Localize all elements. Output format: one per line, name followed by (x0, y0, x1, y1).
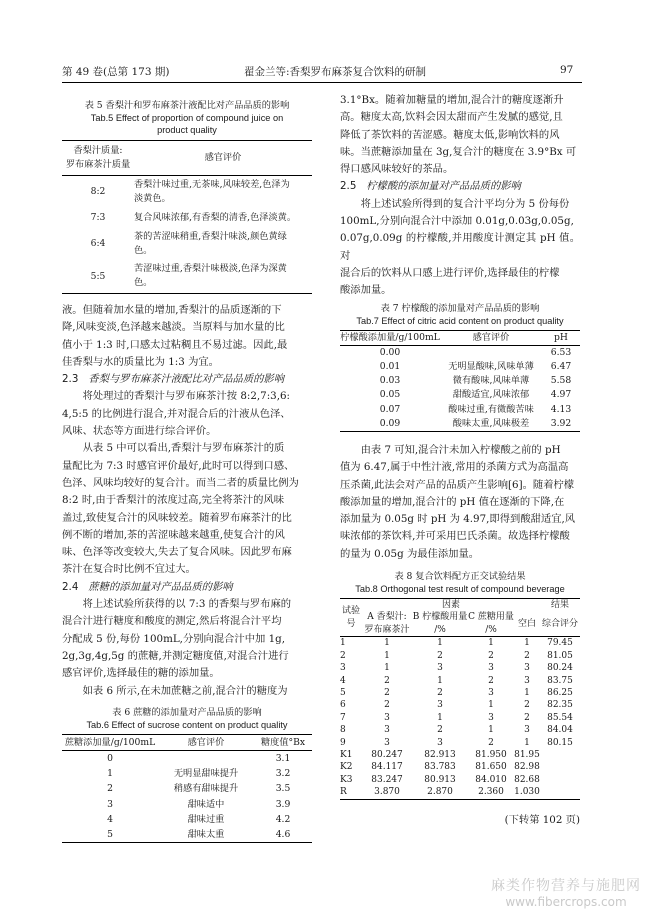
table8-a-header-line2: 罗布麻茶汁 (364, 624, 410, 635)
table8-c-header-line1: C 蔗糖用量 (468, 612, 514, 623)
table7-cell: 0.01 (379, 360, 401, 372)
table7-cell: 酸味过重,有微酸苦味 (448, 403, 534, 415)
table5-eval-line: 茶的苦涩味稍重,香梨汁味淡,颜色黄绿 (134, 231, 287, 242)
text-line: 分配成 5 份,每份 100mL,分别向混合汁中加 1g, (62, 632, 286, 645)
table7-cell: 无明显酸味,风味单薄 (448, 360, 534, 372)
table8-cell: 86.25 (547, 687, 573, 698)
table8-cell: 80.913 (424, 774, 456, 785)
table6-cell: 3.9 (275, 798, 291, 810)
table-row (340, 388, 580, 402)
table-row (340, 699, 580, 711)
text-line: 量配比为 7:3 时感官评价最好,此时可以得到口感、 (62, 459, 295, 472)
table8-cell (540, 774, 580, 786)
table8-cell: 84.117 (371, 762, 403, 773)
table8-cell: 2 (524, 700, 530, 711)
table8-cell: 82.68 (514, 774, 540, 785)
text-line: 感官评价,选择最佳的糖的添加量。 (62, 667, 220, 680)
text-line: 由表 7 可知,混合汁未加入柠檬酸之前的 pH (360, 443, 561, 456)
table-row (340, 403, 580, 417)
table8-c-header-line2: /% (485, 624, 497, 635)
table-row (62, 781, 312, 796)
section-title: 香梨与罗布麻茶汁液配比对产品品质的影响 (88, 373, 285, 386)
table8-col-a-header (362, 611, 412, 636)
table8-col-b-header (412, 611, 468, 636)
table6-cell: 3 (107, 798, 113, 810)
table7-cell: 3.92 (550, 417, 572, 429)
table6-col-sucrose-header: 蔗糖添加量/g/100mL (64, 736, 156, 748)
text-line: 味、色泽等改变较大,失去了复合风味。因此罗布麻 (62, 546, 292, 559)
table7-cell: 甜酸适宜,风味浓郁 (452, 389, 530, 401)
table6-cell: 3.5 (275, 783, 291, 795)
table8-cell (540, 761, 580, 773)
left-column (62, 100, 312, 843)
table8-cell: 1 (524, 687, 530, 698)
table8-cell: 2 (488, 650, 494, 661)
table5-eval-cell (134, 208, 312, 228)
table8-cell: 1 (488, 725, 494, 736)
table-row (340, 637, 580, 650)
table8-cell: 81.95 (514, 749, 540, 760)
table8-grid (340, 598, 580, 800)
table8-trial-header-line1: 试验 (341, 606, 360, 617)
text-line: 4,5:5 的比例进行混合,并对混合后的汁液从色泽、 (62, 407, 291, 420)
table6-col-brix-header: 糖度值°Bx (260, 736, 306, 748)
text-line: 降低了茶饮料的苦涩感。糖度太低,影响饮料的风 (340, 128, 560, 141)
table-row (62, 751, 312, 767)
table8-cell: 82.35 (547, 700, 573, 711)
table8-header-row-1 (340, 599, 580, 612)
table6-cell: 5 (107, 829, 113, 841)
text-line: 压杀菌,此法会对产品的品质产生影响[6]。随着柠檬 (340, 478, 575, 491)
table8-cell: 1 (524, 737, 530, 748)
table6-cell: 3.2 (275, 768, 291, 780)
table8-cell: 1 (437, 675, 443, 686)
table8-cell: 81.05 (547, 650, 573, 661)
table5-col-ratio-header (62, 141, 134, 176)
table8-trial-cell: 6 (340, 700, 346, 711)
table8-cell: 84.010 (475, 774, 507, 785)
table5-eval-line: 复合风味浓郁,有香梨的清香,色泽淡黄。 (134, 212, 297, 223)
table8-trial-cell: K2 (340, 762, 353, 773)
table8-cell: 1 (437, 712, 443, 723)
table8-cell: 83.783 (424, 762, 456, 773)
table8-cell (540, 749, 580, 761)
table6-cell: 0 (107, 753, 113, 765)
table8-trial-cell: 5 (340, 687, 346, 698)
table6-cell: 甜味适中 (187, 798, 225, 810)
text-line: 风味、状态等方面进行综合评价。 (62, 425, 217, 438)
table8-cell: 1 (524, 638, 530, 649)
table8-cell: 80.247 (371, 749, 403, 760)
table6-grid (62, 734, 312, 843)
table8-trial-cell: 7 (340, 712, 346, 723)
table6-cell: 稍感有甜味提升 (173, 783, 239, 795)
paragraph-table7-discussion (340, 442, 580, 563)
table8-cell: 3 (437, 663, 443, 674)
table8-cell: 2.360 (478, 787, 504, 798)
table-row (340, 749, 580, 761)
section-title: 柠檬酸的添加量对产品品质的影响 (366, 180, 521, 193)
text-line: 酸添加量。 (340, 284, 392, 297)
table8-cell: 2 (437, 687, 443, 698)
table7-cell: 酸味太重,风味极差 (452, 417, 530, 429)
text-line: 色泽、风味均较好的复合汁。而当二者的质量比例为 (62, 476, 299, 489)
table8-cell: 2 (437, 650, 443, 661)
table-row (340, 662, 580, 674)
table8-cell: 3 (437, 737, 443, 748)
table8-cell: 81.950 (475, 749, 507, 760)
table5-header-row (62, 141, 312, 176)
table8-b-header-line2: /% (434, 624, 446, 635)
table8-result-header: 结果 (550, 600, 569, 611)
table7-cell: 4.13 (550, 403, 572, 415)
table8-cell: 2 (524, 650, 530, 661)
text-line: 100mL,分别向混合汁中添加 0.01g,0.03g,0.05g, (340, 215, 574, 228)
table8-col-c-header (468, 611, 514, 636)
text-line: 添加量为 0.05g 时 pH 为 4.97,即得到酸甜适宜,风 (340, 513, 576, 526)
table7-col-citric-header: 柠檬酸添加量/g/100mL (340, 331, 440, 343)
table7-cell: 0.09 (379, 417, 401, 429)
table5-eval-cell (134, 260, 312, 294)
table8-cell: 1 (488, 638, 494, 649)
text-line: 高。糖度太高,饮料会因太甜而产生发腻的感觉,且 (340, 111, 563, 124)
table5-ratio-cell: 5:5 (90, 270, 106, 282)
site-watermark (491, 875, 641, 909)
table5-caption-en-2: product quality (157, 125, 217, 135)
table7-col-ph-header: pH (554, 331, 568, 343)
table7-caption-cn: 表 7 柠檬酸的添加量对产品品质的影响 (380, 302, 540, 314)
table-row (62, 812, 312, 827)
table8-cell: 81.650 (475, 762, 507, 773)
section-heading-2-4 (62, 579, 312, 596)
table7-cell: 0.00 (379, 346, 401, 358)
table8-factors-header: 因素 (441, 600, 460, 611)
table8-cell: 3 (384, 725, 390, 736)
table8-cell: 3 (524, 725, 530, 736)
section-number: 2.3 (62, 373, 79, 386)
table8-cell (540, 786, 580, 799)
text-line: 将处理过的香梨汁与罗布麻茶汁按 8:2,7:3,6: (82, 390, 291, 403)
table-row (340, 675, 580, 687)
table8-cell: 3 (524, 663, 530, 674)
section-heading-2-5 (340, 178, 580, 195)
paragraph-water-ratio (62, 302, 312, 371)
table8-cell: 2 (488, 737, 494, 748)
table-row (62, 176, 312, 209)
text-line: 值为 6.47,属于中性汁液,常用的杀菌方式为高温高 (340, 461, 569, 474)
table8-cell: 82.913 (424, 749, 456, 760)
table8-cell: 3.870 (374, 787, 400, 798)
table8-trial-cell: R (340, 787, 347, 798)
table5-grid (62, 140, 312, 294)
table6-header-row (62, 734, 312, 750)
table8-cell: 2 (384, 675, 390, 686)
table8-col-blank-header: 空白 (517, 618, 536, 629)
table8-caption-cn: 表 8 复合饮料配方正交试验结果 (394, 571, 526, 583)
table8-col-trial-header (340, 599, 362, 637)
section-number: 2.4 (62, 580, 79, 593)
table5-eval-cell (134, 176, 312, 209)
text-line: 将上述试验所得到的复合汁平均分为 5 份每份 (360, 197, 570, 210)
table8-cell: 2 (524, 712, 530, 723)
table8-cell: 3 (488, 687, 494, 698)
table7 (340, 303, 580, 432)
text-line: 值小于 1:3 时,口感太过粘稠且不易过滤。因此,最 (62, 338, 288, 351)
table8-caption-en: Tab.8 Orthogonal test result of compound beverage (355, 584, 565, 595)
table5-eval-line: 香梨汁味过重,无茶味,风味较差,色泽为 (134, 179, 290, 190)
watermark-line1: 麻类作物营养与施肥网 (491, 878, 641, 894)
table8-cell: 82.98 (514, 762, 540, 773)
table-row (340, 345, 580, 360)
section-title: 蔗糖的添加量对产品品质的影响 (88, 580, 233, 593)
table-row (62, 827, 312, 843)
table7-header-row (340, 330, 580, 345)
table7-cell: 0.05 (379, 389, 401, 401)
text-line: 将上述试验所获得的以 7:3 的香梨与罗布麻的 (82, 598, 292, 611)
text-line: 3.1°Bx。随着加糖量的增加,混合汁的糖度逐渐升 (340, 94, 564, 106)
table8-cell: 84.04 (547, 725, 573, 736)
table8-cell: 80.24 (547, 663, 573, 674)
table8-cell: 3 (488, 712, 494, 723)
table6-cell: 1 (107, 768, 113, 780)
table-row (62, 260, 312, 294)
table7-col-eval-header: 感官评价 (472, 331, 510, 343)
text-line: 的量为 0.05g 为最佳添加量。 (340, 547, 480, 560)
text-line: 如表 6 所示,在未加蔗糖之前,混合汁的糖度为 (82, 684, 288, 697)
table6-cell (158, 751, 254, 767)
table8-a-header-line1: A 香梨汁: (367, 612, 407, 623)
header-rule (62, 82, 582, 83)
table8-cell: 3 (488, 663, 494, 674)
table5-ratio-cell: 7:3 (90, 212, 106, 223)
text-line: 茶汁在复合时比例不宜过大。 (62, 563, 196, 576)
text-line: 降,风味变淡,色泽越来越淡。当原料与加水量的比 (62, 321, 285, 334)
table7-cell: 6.53 (550, 346, 572, 358)
table8-cell: 2 (384, 700, 390, 711)
table8-cell: 2 (437, 725, 443, 736)
table8-col-score-header: 综合评分 (541, 618, 578, 629)
table8-trial-cell: 2 (340, 650, 346, 661)
table-row (340, 650, 580, 662)
table-row (340, 360, 580, 374)
table8-cell: 3 (524, 675, 530, 686)
table7-cell: 5.58 (550, 375, 572, 387)
text-line: 例不断的增加,茶的苦涩味越来越重,使复合汁的风 (62, 528, 285, 541)
table6-cell: 4.2 (275, 813, 291, 825)
table5 (62, 100, 312, 294)
table8-trial-header-line2: 号 (346, 618, 356, 629)
table6-cell: 无明显甜味提升 (173, 768, 239, 780)
paragraph-table5-discussion (62, 440, 312, 578)
table6-caption-cn: 表 6 蔗糖的添加量对产品品质的影响 (112, 706, 262, 718)
table6-cell: 4 (107, 813, 113, 825)
table5-col-eval-header: 感官评价 (204, 152, 242, 163)
section-heading-2-3 (62, 371, 312, 388)
table8-cell: 2 (488, 675, 494, 686)
table-row (340, 737, 580, 749)
table7-caption-en: Tab.7 Effect of citric acid content on product quality (356, 315, 564, 326)
table7-cell: 4.97 (550, 389, 572, 401)
table-row (340, 417, 580, 432)
table5-col-ratio-header-line2: 罗布麻茶汁质量 (65, 159, 131, 170)
text-line: 佳香梨与水的质量比为 1:3 为宜。 (62, 355, 219, 368)
table7-grid (340, 330, 580, 432)
table-row (340, 786, 580, 799)
table5-eval-line: 色。 (134, 277, 153, 288)
table8-cell: 1 (384, 638, 390, 649)
table7-cell (440, 345, 542, 360)
text-line: 从表 5 中可以看出,香梨汁与罗布麻茶汁的质 (82, 442, 285, 455)
table8-trial-cell: 1 (340, 638, 346, 649)
table8-header-row-2 (340, 611, 580, 636)
table-row (340, 774, 580, 786)
table8-b-header-line1: B 柠檬酸用量 (412, 612, 468, 623)
table6-cell: 2 (107, 783, 113, 795)
table5-eval-cell (134, 228, 312, 260)
table8-trial-cell: 3 (340, 663, 346, 674)
watermark-line2: www.fibercrops.com (505, 895, 627, 909)
paragraph-table6-intro (62, 683, 312, 700)
table7-cell: 6.47 (550, 360, 572, 372)
text-line: 盖过,致使复合汁的风味较差。随着罗布麻茶汁的比 (62, 511, 292, 524)
table8 (340, 571, 580, 800)
table8-trial-cell: K3 (340, 774, 353, 785)
paragraph-citric-method (340, 196, 580, 300)
text-line: 得口感风味较好的茶品。 (340, 163, 454, 176)
table5-col-ratio-header-line1: 香梨汁质量: (73, 145, 123, 156)
running-header-issue: 第 49 卷(总第 173 期) (62, 66, 170, 78)
continued-note: (下转第 102 页) (504, 813, 580, 826)
text-line: 0.07g,0.09g 的柠檬酸,并用酸度计测定其 pH 值。对 (340, 232, 580, 262)
section-number: 2.5 (340, 180, 357, 193)
table8-cell: 3 (384, 737, 390, 748)
table-row (340, 724, 580, 736)
table8-cell: 1 (384, 663, 390, 674)
table8-cell: 85.54 (547, 712, 573, 723)
text-line: 混合汁进行糖度和酸度的测定,然后将混合汁平均 (62, 615, 282, 628)
table8-cell: 1 (488, 700, 494, 711)
table8-cell: 3 (384, 712, 390, 723)
table-row (340, 374, 580, 388)
table7-cell: 微有酸味,风味单薄 (452, 375, 530, 387)
table5-caption-en-1: Tab.5 Effect of proportion of compound juice on (90, 113, 284, 123)
text-line: 2g,3g,4g,5g 的蔗糖,并测定糖度值,对混合汁进行 (62, 649, 289, 662)
table-row (62, 797, 312, 812)
table6-cell: 3.1 (275, 753, 291, 765)
table8-cell: 1 (384, 650, 390, 661)
table5-ratio-cell: 6:4 (90, 238, 106, 249)
right-column (340, 92, 580, 829)
table8-cell: 1 (437, 638, 443, 649)
table8-cell: 2.870 (427, 787, 453, 798)
running-header-title: 翟金兰等:香梨罗布麻茶复合饮料的研制 (244, 66, 427, 78)
table5-eval-line: 苦涩味过重,香梨汁味极淡,色泽为深黄 (134, 263, 287, 274)
table7-cell: 0.07 (379, 403, 401, 415)
table5-caption-cn: 表 5 香梨汁和罗布麻茶汁液配比对产品品质的影响 (84, 100, 290, 111)
paragraph-brix-discussion (340, 92, 580, 178)
table8-cell: 2 (384, 687, 390, 698)
table8-trial-cell: 4 (340, 675, 346, 686)
table8-cell: 3 (437, 700, 443, 711)
table7-cell: 0.03 (379, 375, 401, 387)
table8-cell: 79.45 (547, 638, 573, 649)
table8-trial-cell: K1 (340, 749, 353, 760)
table6-col-eval-header: 感官评价 (187, 736, 225, 748)
text-line: 味。当蔗糖添加量在 3g,复合汁的糖度在 3.9°Bx 可 (340, 145, 577, 158)
text-line: 液。但随着加水量的增加,香梨汁的品质逐渐的下 (62, 304, 282, 316)
table-row (62, 228, 312, 260)
paragraph-mixing-method (62, 388, 312, 440)
table5-eval-line: 淡黄色。 (134, 193, 171, 204)
table6 (62, 707, 312, 843)
table-row (62, 208, 312, 228)
table8-cell: 83.247 (371, 774, 403, 785)
text-line: 酸添加量的增加,混合汁的 pH 值在逐渐的下降,在 (340, 495, 565, 508)
table-row (62, 766, 312, 781)
table8-trial-cell: 8 (340, 725, 346, 736)
text-line: 味浓郁的茶饮料,并可采用巴氏杀菌。故选择柠檬酸 (340, 530, 570, 543)
table-row (340, 761, 580, 773)
table-row (340, 712, 580, 724)
table8-cell: 80.15 (547, 737, 573, 748)
table5-ratio-cell: 8:2 (90, 186, 106, 197)
table8-trial-cell: 9 (340, 737, 346, 748)
page-number: 97 (560, 64, 574, 76)
table6-cell: 甜味过重 (187, 813, 225, 825)
table6-caption-en: Tab.6 Effect of sucrose content on product quality (86, 719, 288, 730)
table8-cell: 1.030 (514, 787, 540, 798)
paragraph-sucrose-method (62, 596, 312, 682)
table-row (340, 687, 580, 699)
text-line: 混合后的饮料从口感上进行评价,选择最佳的柠檬 (340, 266, 560, 279)
table5-eval-line: 色。 (134, 245, 153, 256)
text-line: 8:2 时,由于香梨汁的浓度过高,完全将茶汁的风味 (62, 494, 285, 507)
table6-cell: 甜味太重 (187, 829, 225, 841)
table8-cell: 83.75 (547, 675, 573, 686)
table6-cell: 4.6 (275, 829, 291, 841)
